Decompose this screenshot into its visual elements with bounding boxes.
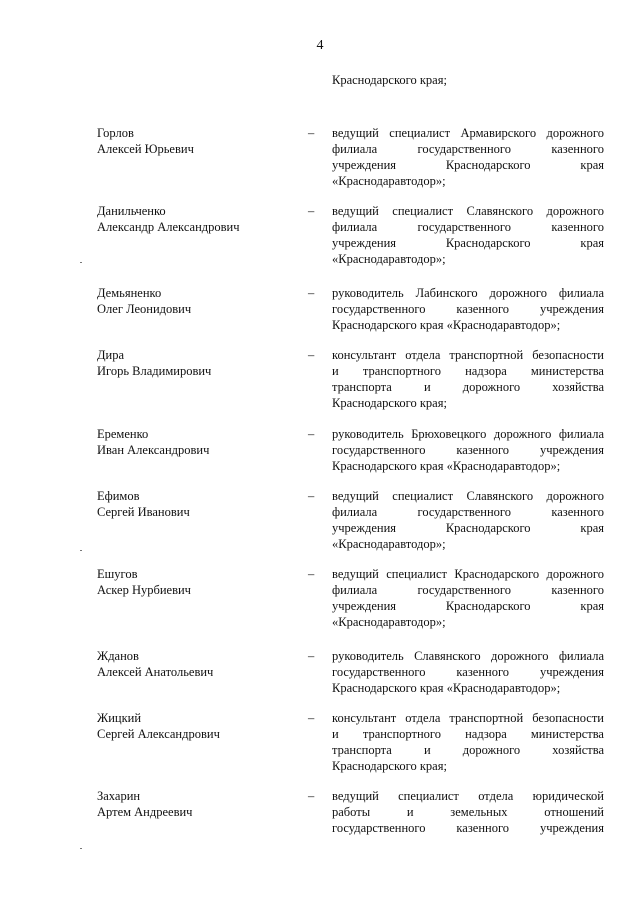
separator-dash: – xyxy=(308,348,315,362)
position-line: «Краснодаравтодор»; xyxy=(332,537,446,551)
position-line: государственного казенного учреждения xyxy=(332,302,604,316)
position-line: руководитель Брюховецкого дорожного филиала xyxy=(332,427,604,441)
position-line: Краснодарского края «Краснодаравтодор»; xyxy=(332,318,561,332)
position-line: работы и земельных отношений xyxy=(332,805,604,819)
scan-mark xyxy=(80,262,82,263)
member-position xyxy=(332,710,604,774)
member-position xyxy=(332,566,604,630)
position-line: филиала государственного казенного xyxy=(332,583,604,597)
member-given-name: Артем Андреевич xyxy=(97,805,193,819)
position-line: ведущий специалист отдела юридической xyxy=(332,789,604,803)
member-surname: Данильченко xyxy=(97,204,166,218)
position-line: государственного казенного учреждения xyxy=(332,821,604,835)
position-line: консультант отдела транспортной безопасности xyxy=(332,711,604,725)
position-line: государственного казенного учреждения xyxy=(332,665,604,679)
position-line: консультант отдела транспортной безопасности xyxy=(332,348,604,362)
member-name xyxy=(97,285,297,317)
member-given-name: Алексей Анатольевич xyxy=(97,665,214,679)
position-line: учреждения Краснодарского края xyxy=(332,521,604,535)
member-given-name: Алексей Юрьевич xyxy=(97,142,194,156)
separator-dash: – xyxy=(308,649,315,663)
position-line: Краснодарского края «Краснодаравтодор»; xyxy=(332,459,561,473)
position-line: транспорта и дорожного хозяйства xyxy=(332,743,604,757)
position-line: ведущий специалист Армавирского дорожного xyxy=(332,126,604,140)
member-surname: Жицкий xyxy=(97,711,142,725)
member-given-name: Игорь Владимирович xyxy=(97,364,212,378)
separator-dash: – xyxy=(308,567,315,581)
separator-dash: – xyxy=(308,711,315,725)
member-surname: Дира xyxy=(97,348,125,362)
member-position xyxy=(332,488,604,552)
member-given-name: Олег Леонидович xyxy=(97,302,192,316)
position-line: «Краснодаравтодор»; xyxy=(332,252,446,266)
position-line: филиала государственного казенного xyxy=(332,142,604,156)
member-given-name: Сергей Иванович xyxy=(97,505,190,519)
position-line: государственного казенного учреждения xyxy=(332,443,604,457)
separator-dash: – xyxy=(308,126,315,140)
continuation-line: Краснодарского края; xyxy=(332,73,447,87)
position-line: филиала государственного казенного xyxy=(332,220,604,234)
member-name xyxy=(97,203,297,235)
member-position xyxy=(332,285,604,333)
position-line: учреждения Краснодарского края xyxy=(332,599,604,613)
position-line: учреждения Краснодарского края xyxy=(332,236,604,250)
position-line: учреждения Краснодарского края xyxy=(332,158,604,172)
member-position xyxy=(332,648,604,696)
member-surname: Демьяненко xyxy=(97,286,162,300)
position-line: Краснодарского края; xyxy=(332,759,447,773)
member-surname: Захарин xyxy=(97,789,141,803)
member-position xyxy=(332,203,604,267)
position-line: филиала государственного казенного xyxy=(332,505,604,519)
position-line: и транспортного надзора министерства xyxy=(332,727,604,741)
member-surname: Еременко xyxy=(97,427,149,441)
position-line: руководитель Лабинского дорожного филиала xyxy=(332,286,604,300)
member-surname: Горлов xyxy=(97,126,134,140)
member-surname: Ешугов xyxy=(97,567,138,581)
scan-mark xyxy=(80,550,82,551)
separator-dash: – xyxy=(308,789,315,803)
position-line: и транспортного надзора министерства xyxy=(332,364,604,378)
member-given-name: Сергей Александрович xyxy=(97,727,220,741)
member-given-name: Аскер Нурбиевич xyxy=(97,583,191,597)
member-position xyxy=(332,347,604,411)
position-line: Краснодарского края «Краснодаравтодор»; xyxy=(332,681,561,695)
separator-dash: – xyxy=(308,489,315,503)
separator-dash: – xyxy=(308,286,315,300)
position-line: транспорта и дорожного хозяйства xyxy=(332,380,604,394)
member-name xyxy=(97,125,297,157)
member-position xyxy=(332,426,604,474)
position-line: ведущий специалист Славянского дорожного xyxy=(332,489,604,503)
position-line: ведущий специалист Славянского дорожного xyxy=(332,204,604,218)
separator-dash: – xyxy=(308,427,315,441)
position-line: Краснодарского края; xyxy=(332,396,447,410)
member-given-name: Иван Александрович xyxy=(97,443,210,457)
separator-dash: – xyxy=(308,204,315,218)
scan-mark xyxy=(80,848,82,849)
member-position xyxy=(332,788,604,836)
position-line: «Краснодаравтодор»; xyxy=(332,615,446,629)
member-name xyxy=(97,788,297,820)
member-given-name: Александр Александрович xyxy=(97,220,240,234)
member-name xyxy=(97,488,297,520)
position-line: ведущий специалист Краснодарского дорожного xyxy=(332,567,604,581)
member-name xyxy=(97,710,297,742)
member-position xyxy=(332,125,604,189)
member-surname: Ефимов xyxy=(97,489,140,503)
member-name xyxy=(97,347,297,379)
member-surname: Жданов xyxy=(97,649,139,663)
position-line: руководитель Славянского дорожного филиала xyxy=(332,649,604,663)
member-name xyxy=(97,648,297,680)
member-name xyxy=(97,426,297,458)
position-line: «Краснодаравтодор»; xyxy=(332,174,446,188)
member-name xyxy=(97,566,297,598)
page-number: 4 xyxy=(316,38,324,53)
